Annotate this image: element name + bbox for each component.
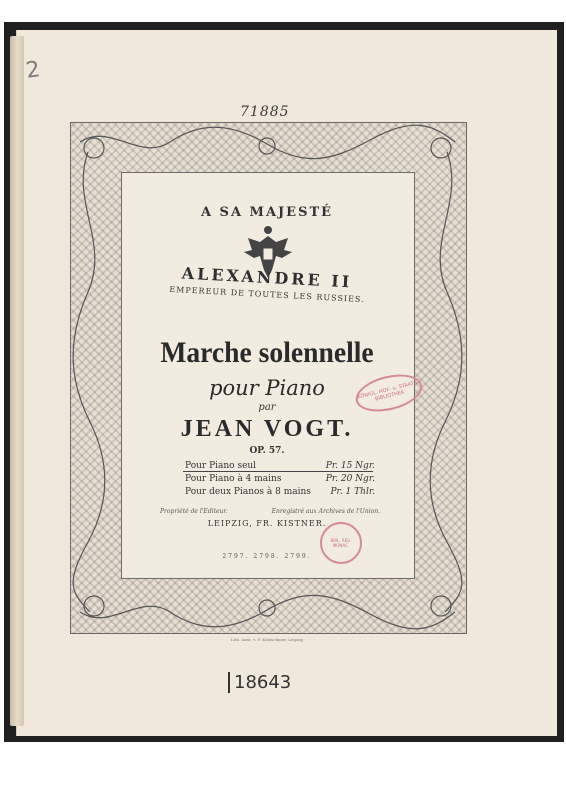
manuscript-number: 71885 xyxy=(240,104,290,120)
edition-price: Pr. 1 Thlr. xyxy=(330,487,375,497)
plate-numbers: 2797. 2798. 2799. xyxy=(222,553,312,560)
edition-label: Pour Piano à 4 mains xyxy=(185,474,282,484)
lithographer-credit: Lith. Anst. v. F. Krätschmer, Leipzig xyxy=(230,637,304,642)
edition-price: Pr. 20 Ngr. xyxy=(325,474,375,484)
edition-label: Pour Piano seul xyxy=(185,461,257,471)
library-stamp-oval: KÖNIGL. HOF- u. STAATS-BIBLIOTHEK xyxy=(352,368,426,417)
opus-number: OP. 57. xyxy=(249,446,285,456)
pencil-mark: 2 xyxy=(24,57,42,84)
library-stamp-round: BIBL. REG. MONAC. xyxy=(320,522,362,564)
edition-price: Pr. 15 Ngr. xyxy=(325,461,375,471)
publisher-imprint: LEIPZIG, FR. KISTNER. xyxy=(207,519,327,528)
price-list xyxy=(185,460,375,499)
binding-spine xyxy=(10,36,24,726)
rights-right: Enregistré aux Archives de l'Union. xyxy=(271,508,380,515)
emperor-name: ALEXANDRE II xyxy=(181,263,353,292)
call-number xyxy=(228,672,291,693)
rights-left: Propriété de l'Editeur. xyxy=(160,508,228,515)
rights-notice xyxy=(160,508,380,515)
composer-name: JEAN VOGT. xyxy=(180,416,354,442)
price-row xyxy=(185,486,375,499)
work-subtitle: pour Piano xyxy=(209,376,325,400)
by-line: par xyxy=(258,402,276,413)
emperor-title: EMPEREUR DE TOUTES LES RUSSIES. xyxy=(169,284,365,305)
edition-label: Pour deux Pianos à 8 mains xyxy=(185,487,311,497)
price-row xyxy=(185,473,375,486)
dedication-line: A SA MAJESTÉ xyxy=(200,205,334,220)
price-underline xyxy=(183,471,373,472)
call-number-text: 18643 xyxy=(228,672,291,693)
work-title: Marche solennelle xyxy=(160,336,374,369)
